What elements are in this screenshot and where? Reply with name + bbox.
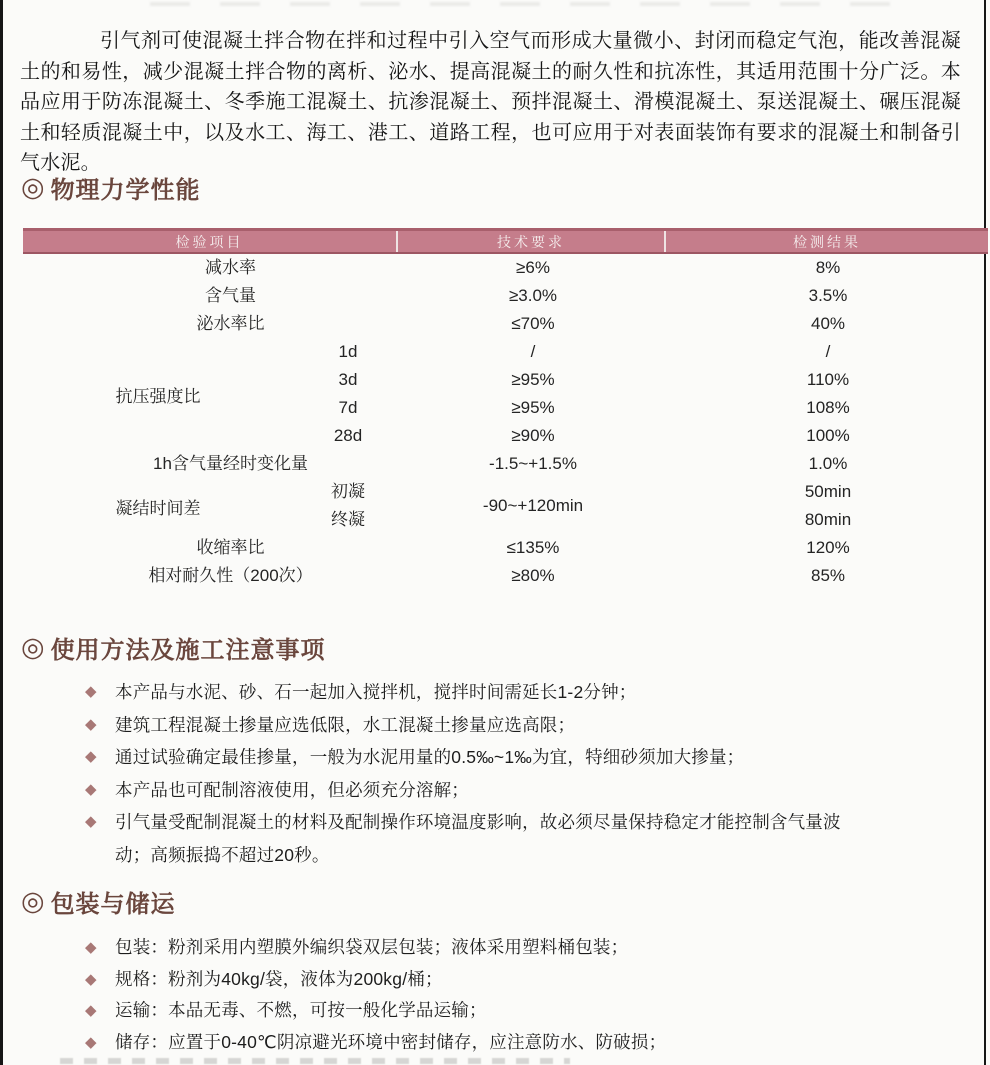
list-item (85, 964, 965, 996)
row-item: 泌水率比 (196, 314, 265, 333)
section-heading-packaging (21, 884, 176, 919)
table-header-row (23, 228, 988, 254)
row-sub-age: 28d (333, 426, 363, 445)
group-req-setting-time: -90~+120min (482, 496, 584, 515)
usage-item-text: 本产品与水泥、砂、石一起加入搅拌机，搅拌时间需延长1-2分钟； (115, 682, 637, 702)
list-item (85, 932, 965, 964)
row-req: ≥90% (511, 426, 555, 445)
row-result: 108% (806, 398, 850, 417)
row-result: 100% (806, 426, 850, 445)
header-result: 检测结果 (793, 233, 861, 250)
list-item (85, 676, 965, 709)
row-sub-setting: 终凝 (331, 510, 365, 529)
usage-item-text: 通过试验确定最佳掺量，一般为水泥用量的0.5‰~1‰为宜，特细砂须加大掺量； (115, 747, 745, 767)
row-item: 含气量 (205, 286, 256, 305)
diamond-bullet-icon: ◆ (85, 1033, 97, 1051)
section-marker-icon: ◎ (21, 172, 46, 202)
table-row (23, 562, 988, 590)
list-item (85, 774, 965, 807)
header-requirement: 技术要求 (398, 231, 666, 252)
row-item: 1h含气量经时变化量 (153, 454, 308, 473)
row-req: ≥80% (511, 566, 555, 585)
usage-bullet-list (85, 676, 965, 871)
row-result: 80min (804, 510, 852, 529)
row-result: 1.0% (808, 454, 848, 473)
list-item (85, 995, 965, 1027)
row-sub-age: 7d (338, 398, 358, 417)
packaging-item-text: 规格：粉剂为40kg/袋，液体为200kg/桶； (115, 968, 443, 989)
row-item: 收缩率比 (196, 538, 265, 557)
table-body (23, 254, 988, 590)
section-title-usage: 使用方法及施工注意事项 (50, 637, 326, 664)
row-req: ≥95% (511, 398, 555, 417)
diamond-bullet-icon: ◆ (85, 780, 97, 798)
section-heading-physical (21, 170, 201, 205)
diamond-bullet-icon: ◆ (85, 683, 97, 700)
diamond-bullet-icon: ◆ (85, 715, 97, 733)
list-item (85, 709, 965, 742)
list-item (85, 806, 965, 871)
row-req: ≥6% (516, 258, 550, 277)
row-item: 相对耐久性（200次） (148, 566, 313, 585)
packaging-item-text: 储存：应置于0-40℃阴凉避光环境中密封储存，应注意防水、防破损； (115, 1031, 667, 1052)
section-title-packaging: 包装与储运 (50, 891, 176, 918)
intro-paragraph: 引气剂可使混凝土拌合物在拌和过程中引入空气而形成大量微小、封闭而稳定气泡，能改善混凝土的和易性，减少混凝土拌合物的离析、泌水、提高混凝土的耐久性和抗冻性，其适用范围十分广泛。本品应用于防冻混凝土、冬季施工混凝土、抗渗混凝土、预拌混凝土、滑模混凝土、泵送混凝土、碾压混凝土和轻质混凝土中，以及水工、海工、港工、道路工程，也可应用于对表面装饰有要求的混凝土和制备引气水泥。 (20, 30, 961, 174)
page-edge-left-line (0, 0, 3, 1065)
table-row (23, 282, 988, 310)
row-req: ≤135% (506, 538, 560, 557)
row-result: 50min (804, 482, 852, 501)
diamond-bullet-icon: ◆ (85, 939, 97, 956)
row-result: 3.5% (808, 286, 848, 305)
row-sub-age: 1d (338, 342, 358, 361)
table-row (23, 254, 988, 282)
row-result: / (825, 342, 831, 361)
packaging-item-text: 运输：本品无毒、不燃，可按一般化学品运输； (115, 1000, 487, 1020)
section-heading-usage (21, 630, 326, 665)
section-title-physical: 物理力学性能 (50, 177, 201, 204)
table-row (23, 534, 988, 562)
row-req: / (530, 342, 536, 361)
row-item: 减水率 (205, 258, 256, 277)
row-req: ≤70% (511, 314, 555, 333)
row-req: ≥3.0% (508, 286, 558, 305)
section-marker-icon: ◎ (21, 632, 46, 662)
row-result: 110% (806, 370, 850, 389)
diamond-bullet-icon: ◆ (85, 970, 97, 988)
row-result: 120% (806, 538, 850, 557)
row-req: ≥95% (511, 370, 555, 389)
row-result: 85% (810, 566, 846, 585)
table-row (23, 310, 988, 338)
diamond-bullet-icon: ◆ (85, 813, 97, 830)
row-req: -1.5~+1.5% (489, 454, 577, 473)
diamond-bullet-icon: ◆ (85, 1002, 97, 1019)
group-label-setting-time: 凝结时间差 (115, 498, 201, 518)
list-item (85, 741, 965, 774)
diamond-bullet-icon: ◆ (85, 748, 97, 765)
packaging-bullet-list (85, 932, 965, 1058)
table-row (23, 450, 988, 478)
row-result: 40% (810, 314, 846, 333)
row-sub-setting: 初凝 (331, 482, 365, 501)
header-test-item: 检验项目 (23, 231, 398, 252)
usage-item-text: 建筑工程混凝土掺量应选低限，水工混凝土掺量应选高限； (115, 714, 576, 735)
group-label-compressive-strength: 抗压强度比 (115, 386, 201, 406)
performance-table (23, 228, 988, 590)
scan-artifact-top (150, 2, 910, 6)
section-marker-icon: ◎ (21, 886, 46, 916)
usage-item-text: 本产品也可配制溶液使用，但必须充分溶解； (115, 779, 469, 800)
list-item (85, 1027, 965, 1059)
packaging-item-text: 包装：粉剂采用内塑膜外编织袋双层包装；液体采用塑料桶包装； (115, 937, 629, 957)
usage-item-text: 引气量受配制混凝土的材料及配制操作环境温度影响，故必须尽量保持稳定才能控制含气量波动；高频振捣不超过20秒。 (115, 812, 841, 865)
row-result: 8% (815, 258, 841, 277)
scan-artifact-bottom-cutoff-text (60, 1058, 570, 1064)
row-sub-age: 3d (338, 370, 358, 389)
